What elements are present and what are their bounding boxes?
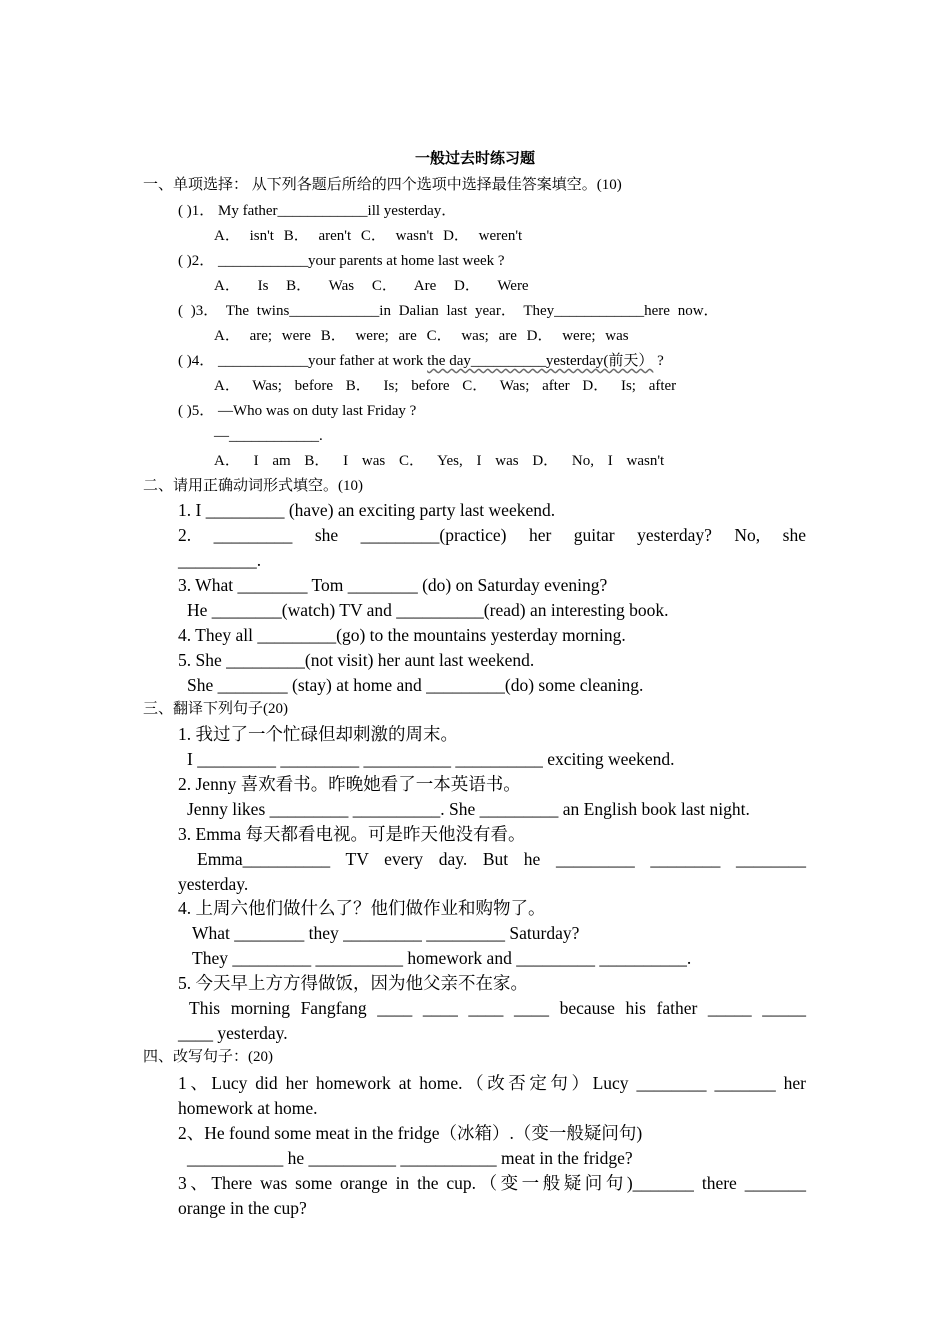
s2-line-2: 2. _________ she _________(practice) her guitar yesterday? No, she bbox=[178, 525, 806, 545]
s2-line-3: 3. What ________ Tom ________ (do) on Saturday evening? bbox=[178, 575, 608, 595]
s3-line-5: 5. 今天早上方方得做饭，因为他父亲不在家。 bbox=[178, 973, 528, 993]
s3-line-1-answer: I _________ _________ __________ __________ exciting weekend. bbox=[187, 749, 675, 769]
section-1-heading: 一、单项选择： 从下列各题后所给的四个选项中选择最佳答案填空。(10) bbox=[143, 177, 622, 193]
s4-line-1: 1、Lucy did her homework at home.（改否定句）Lucy ________ _______ her bbox=[178, 1073, 806, 1093]
s4-line-2: 2、He found some meat in the fridge（冰箱）.（变一般疑问句) bbox=[178, 1123, 643, 1143]
s4-line-1-cont: homework at home. bbox=[178, 1098, 318, 1118]
question-1: ( )1． My father____________ill yesterday． bbox=[178, 203, 457, 219]
question-2-options: A． Is B． Was C． Are D． Were bbox=[214, 278, 529, 294]
question-4-options: A． Was; before B． Is; before C． Was; after D． Is; after bbox=[214, 378, 677, 394]
question-4-start: ( )4． ____________your father at work bbox=[178, 353, 428, 369]
s4-line-3: 3、There was some orange in the cup.（变一般疑问句)_______ there _______ bbox=[178, 1173, 806, 1193]
s3-line-5-answer: This morning Fangfang ____ ____ ____ ____ because his father _____ _____ bbox=[189, 998, 806, 1018]
section-2-heading: 二、请用正确动词形式填空。(10) bbox=[143, 478, 363, 494]
s3-line-5-cont: ____ yesterday. bbox=[178, 1023, 288, 1043]
question-1-options: A． isn't B． aren't C． wasn't D． weren't bbox=[214, 228, 523, 244]
question-4-end: ? bbox=[653, 353, 664, 369]
question-4 bbox=[178, 354, 664, 369]
s3-line-3-cont: yesterday. bbox=[178, 874, 249, 894]
question-5: ( )5． —Who was on duty last Friday ? bbox=[178, 403, 417, 419]
s3-line-4: 4. 上周六他们做什么了？他们做作业和购物了。 bbox=[178, 898, 546, 918]
s4-line-2-answer: ___________ he __________ ___________ meat in the fridge? bbox=[187, 1148, 633, 1168]
s3-line-2-answer: Jenny likes _________ __________. She _________ an English book last night. bbox=[187, 799, 750, 819]
question-3: ( )3． The twins____________in Dalian last year． They____________here now． bbox=[178, 303, 719, 319]
s2-line-5: 5. She _________(not visit) her aunt last weekend. bbox=[178, 650, 535, 670]
question-5-answer-line: —____________. bbox=[214, 428, 323, 444]
s2-line-5-answer: She ________ (stay) at home and _________(do) some cleaning. bbox=[187, 675, 644, 695]
question-4-wavy-part: the day__________yesterday(前天） bbox=[427, 353, 654, 369]
s4-line-3-cont: orange in the cup? bbox=[178, 1198, 307, 1218]
s3-line-3-answer: Emma__________ TV every day. But he _________ ________ ________ bbox=[197, 849, 806, 869]
s3-line-4-question: What ________ they _________ _________ Saturday? bbox=[192, 923, 580, 943]
section-3-heading: 三、翻译下列句子(20) bbox=[143, 701, 288, 717]
s2-line-1: 1. I _________ (have) an exciting party last weekend. bbox=[178, 500, 556, 520]
question-2: ( )2． ____________your parents at home last week ? bbox=[178, 253, 505, 269]
s3-line-2: 2. Jenny 喜欢看书。昨晚她看了一本英语书。 bbox=[178, 774, 521, 794]
page-title: 一般过去时练习题 bbox=[414, 151, 535, 167]
s2-line-4: 4. They all _________(go) to the mountains yesterday morning. bbox=[178, 625, 626, 645]
s3-line-3: 3. Emma 每天都看电视。可是昨天他没有看。 bbox=[178, 824, 526, 844]
s2-line-2-cont: _________. bbox=[178, 550, 262, 570]
section-4-heading: 四、改写句子：(20) bbox=[143, 1049, 273, 1065]
s3-line-1: 1. 我过了一个忙碌但却刺激的周末。 bbox=[178, 724, 458, 744]
question-5-options: A． I am B． I was C． Yes, I was D． No, I wasn't bbox=[214, 453, 665, 469]
s2-line-3-answer: He ________(watch) TV and __________(read) an interesting book. bbox=[187, 600, 669, 620]
question-3-options: A． are; were B． were; are C． was; are D． were; was bbox=[214, 328, 629, 344]
s3-line-4-answer: They _________ __________ homework and _________ __________. bbox=[192, 948, 692, 968]
